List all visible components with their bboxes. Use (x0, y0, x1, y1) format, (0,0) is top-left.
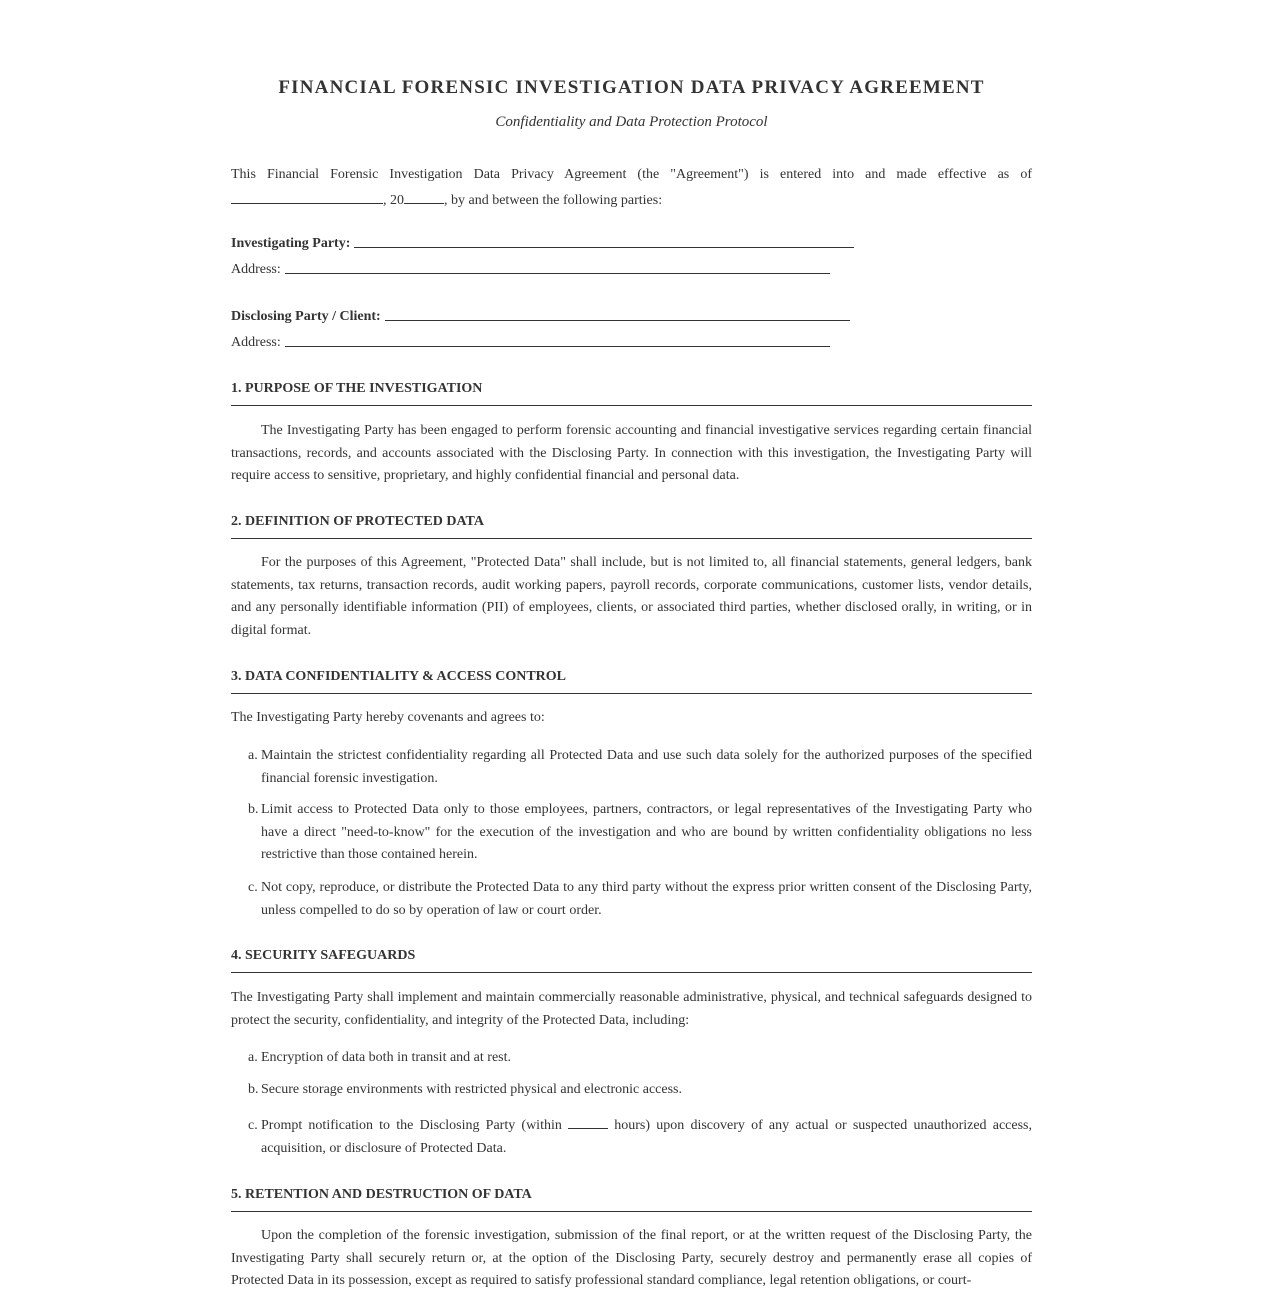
list-marker: b. (248, 802, 259, 817)
notification-text-end: hours) upon discovery of any actual or suspected unauthorized access, acquisition, or disclosure of Protected Data. (261, 1118, 1032, 1156)
list-item-text: Secure storage environments with restricted physical and electronic access. (261, 1082, 683, 1097)
investigating-party-row (231, 236, 350, 252)
list-item-text (261, 1115, 1032, 1160)
intro-text: This Financial Forensic Investigation Data Privacy Agreement (the "Agreement") is entered into and made effective as of (231, 167, 1032, 182)
section-2-paragraph: For the purposes of this Agreement, "Protected Data" shall include, but is not limited to, all financial statements, general ledgers, bank statements, tax returns, transaction records, audit working papers, payroll records, corporate communications, customer lists, vendor details, and any personally identifiable information (PII) of employees, clients, or associated third parties, whether disclosed orally, in writing, or in digital format. (231, 555, 1032, 638)
list-item-text: Limit access to Protected Data only to those employees, partners, contractors, or legal representatives of the Investigating Party who have a direct "need-to-know" for the execution of the investigation and who are bound by written confidentiality obligations no less restrictive than those contained herein. (261, 802, 1032, 862)
section-heading-3: 3. DATA CONFIDENTIALITY & ACCESS CONTROL (231, 669, 1032, 694)
list-item-text: Not copy, reproduce, or distribute the Protected Data to any third party without the express prior written consent of the Disclosing Party, unless compelled to do so by operation of law or court order. (261, 880, 1032, 918)
investigating-party-field[interactable] (354, 247, 854, 248)
section-heading-1: 1. PURPOSE OF THE INVESTIGATION (231, 381, 1032, 406)
list-marker: a. (248, 748, 258, 763)
intro-year-prefix: , 20 (383, 193, 404, 208)
intro-line-2 (231, 190, 1032, 213)
section-heading-4: 4. SECURITY SAFEGUARDS (231, 948, 1032, 973)
disclosing-party-label: Disclosing Party / Client: (231, 309, 381, 324)
list-item-text: Maintain the strictest confidentiality regarding all Protected Data and use such data solely for the authorized purposes of the specified financial forensic investigation. (261, 748, 1032, 786)
list-marker: b. (248, 1082, 259, 1097)
list-item (248, 1079, 1032, 1102)
section-4-lead: The Investigating Party shall implement and maintain commercially reasonable administrative, physical, and technical safeguards designed to protect the security, confidentiality, and integrity of the Protected Data, including: (231, 990, 1032, 1028)
section-5-paragraph: Upon the completion of the forensic investigation, submission of the final report, or at the written request of the Disclosing Party, the Investigating Party shall securely return or, at the option of the Disclosing Party, securely destroy and permanently erase all copies of Protected Data in its possession, except as required to satisfy professional standard compliance, legal retention obligations, or court- (231, 1228, 1032, 1288)
document-title: FINANCIAL FORENSIC INVESTIGATION DATA PRIVACY AGREEMENT (278, 77, 985, 98)
hours-blank[interactable] (568, 1116, 608, 1129)
list-item (248, 799, 1032, 867)
intro-text-end: , by and between the following parties: (444, 193, 663, 208)
disclosing-address-field[interactable] (285, 346, 830, 347)
date-blank (231, 191, 383, 204)
year-blank (404, 191, 444, 204)
section-1-paragraph: The Investigating Party has been engaged to perform forensic accounting and financial investigative services regarding certain financial transactions, records, and accounts associated with the Disclosing Party. In connection with this investigation, the Investigating Party will require access to sensitive, proprietary, and highly confidential financial and personal data. (231, 423, 1032, 483)
document-subtitle: Confidentiality and Data Protection Protocol (495, 114, 768, 130)
list-item (248, 745, 1032, 790)
notification-text-start: Prompt notification to the Disclosing Party (within (261, 1118, 562, 1133)
investigating-address-row (231, 262, 281, 278)
investigating-party-label: Investigating Party: (231, 236, 351, 251)
list-marker: c. (248, 1118, 258, 1133)
address-label: Address: (231, 262, 281, 277)
section-heading-5: 5. RETENTION AND DESTRUCTION OF DATA (231, 1187, 1032, 1212)
address-label: Address: (231, 335, 281, 350)
list-item (248, 1047, 1032, 1070)
list-marker: c. (248, 880, 258, 895)
disclosing-party-row (231, 309, 381, 325)
disclosing-party-field[interactable] (385, 320, 850, 321)
intro-line-1 (231, 164, 1032, 187)
disclosing-address-row (231, 335, 281, 351)
list-item (248, 1115, 1032, 1160)
list-marker: a. (248, 1050, 258, 1065)
section-heading-2: 2. DEFINITION OF PROTECTED DATA (231, 514, 1032, 539)
list-item-text: Encryption of data both in transit and at rest. (261, 1050, 511, 1065)
list-item (248, 877, 1032, 922)
section-3-lead: The Investigating Party hereby covenants and agrees to: (231, 710, 545, 725)
investigating-address-field[interactable] (285, 273, 830, 274)
